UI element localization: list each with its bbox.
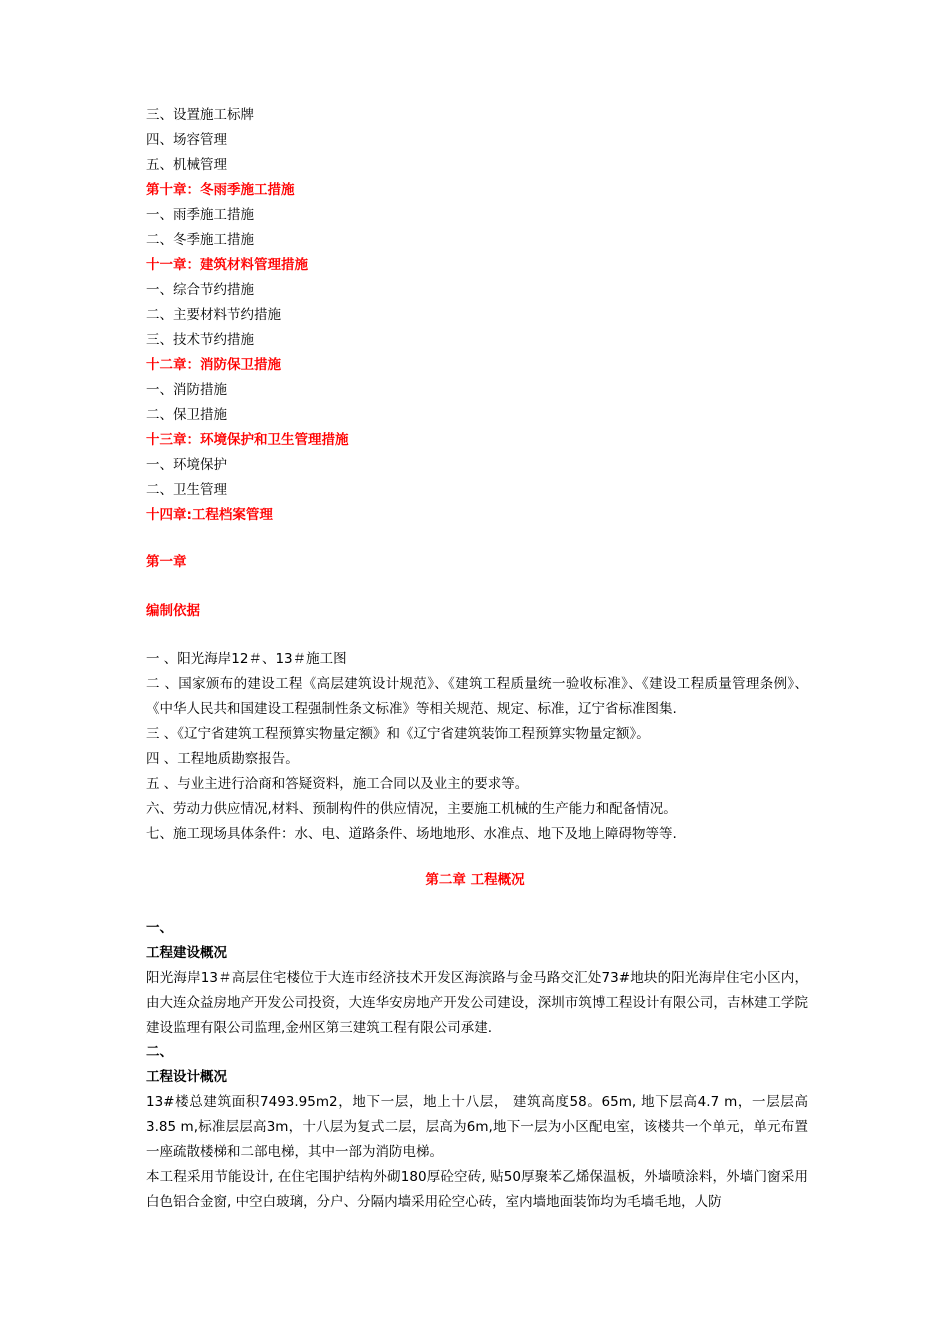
basis-item: 七、施工现场具体条件：水、电、道路条件、场地地形、水准点、地下及地上障碍物等等. <box>146 826 677 842</box>
toc-item: 五、机械管理 <box>146 157 227 173</box>
toc-item: 四、场容管理 <box>146 132 227 148</box>
basis-item: 四 、工程地质勘察报告。 <box>146 751 299 767</box>
chapter1-heading: 第一章 <box>146 554 187 570</box>
basis-item: 六、劳动力供应情况,材料、预制构件的供应情况，主要施工机械的生产能力和配备情况。 <box>146 801 677 817</box>
toc-item: 三、技术节约措施 <box>146 332 254 348</box>
toc-item: 一、雨季施工措施 <box>146 207 254 223</box>
section-number: 二、 <box>146 1044 173 1060</box>
section-title: 工程建设概况 <box>146 945 227 961</box>
section-text: 13#楼总建筑面积7493.95m2，地下一层，地上十八层， 建筑高度58。65m, 地下层高4.7 m，一层层高3.85 m,标准层层高3m，十八层为复式二层，层高为6m,地下一层为小区配电室，该楼共一个单元，单元布置一座疏散楼梯和二部电梯，其中一部为消防电梯。 <box>146 1094 808 1160</box>
toc-item: 二、卫生管理 <box>146 482 227 498</box>
toc-chapter: 第十章：冬雨季施工措施 <box>146 182 295 198</box>
toc-item: 二、主要材料节约措施 <box>146 307 281 323</box>
toc-item: 一、综合节约措施 <box>146 282 254 298</box>
toc-item: 一、消防措施 <box>146 382 227 398</box>
basis-item: 一 、阳光海岸12＃、13＃施工图 <box>146 651 347 667</box>
basis-item: 二 、国家颁布的建设工程《高层建筑设计规范》、《建筑工程质量统一验收标准》、《建设工程质量管理条例》、《中华人民共和国建设工程强制性条文标准》等相关规范、规定、标准，辽宁省标准图集. <box>146 676 808 717</box>
toc-item: 一、环境保护 <box>146 457 227 473</box>
toc-chapter: 十四章:工程档案管理 <box>146 507 273 523</box>
chapter2-heading: 第二章 工程概况 <box>425 872 525 888</box>
section-text: 本工程采用节能设计, 在住宅围护结构外砌180厚砼空砖, 贴50厚聚苯乙烯保温板，外墙喷涂料，外墙门窗采用白色铝合金窗, 中空白玻璃，分户、分隔内墙采用砼空心砖，室内墙地面装饰均为毛墙毛地，人防 <box>146 1169 808 1210</box>
toc-chapter: 十三章：环境保护和卫生管理措施 <box>146 432 349 448</box>
basis-item: 三 、《辽宁省建筑工程预算实物量定额》和《辽宁省建筑装饰工程预算实物量定额》。 <box>146 726 650 742</box>
basis-item: 五 、与业主进行洽商和答疑资料，施工合同以及业主的要求等。 <box>146 776 529 792</box>
toc-item: 二、保卫措施 <box>146 407 227 423</box>
section-title: 工程设计概况 <box>146 1069 227 1085</box>
toc-item: 三、设置施工标牌 <box>146 107 254 123</box>
toc-chapter: 十一章：建筑材料管理措施 <box>146 257 308 273</box>
section-text: 阳光海岸13＃高层住宅楼位于大连市经济技术开发区海滨路与金马路交汇处73#地块的阳光海岸住宅小区内，由大连众益房地产开发公司投资，大连华安房地产开发公司建设，深圳市筑博工程设计有限公司，吉林建工学院建设监理有限公司监理,金州区第三建筑工程有限公司承建. <box>146 970 808 1036</box>
section-number: 一、 <box>146 920 173 936</box>
toc-item: 二、冬季施工措施 <box>146 232 254 248</box>
toc-chapter: 十二章：消防保卫措施 <box>146 357 281 373</box>
chapter1-subheading: 编制依据 <box>146 603 200 619</box>
